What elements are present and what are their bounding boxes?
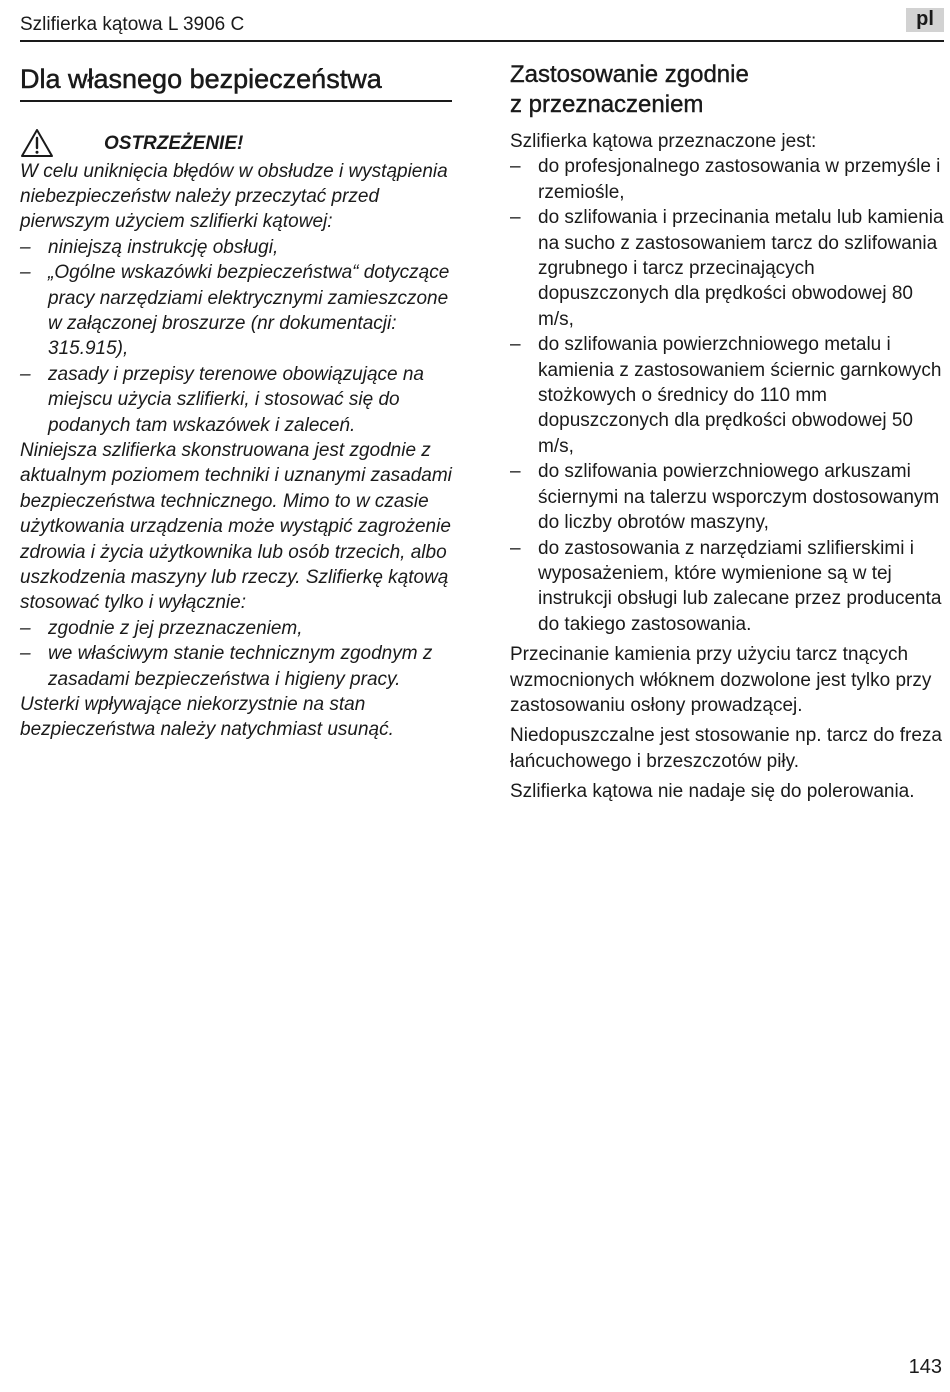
- dash-marker: –: [510, 461, 521, 483]
- intended-use-body: [510, 129, 946, 805]
- dash-marker: –: [20, 262, 31, 284]
- no-polishing-paragraph: Szlifierka kątowa nie nadaje się do polerowania.: [510, 781, 915, 803]
- list-item: – do szlifowania powierzchniowego arkuszami ściernymi na talerzu wsporczym dostosowanym do liczby obrotów maszyny,: [510, 461, 940, 534]
- use-conditions-list: [20, 616, 454, 692]
- heading-divider: [20, 100, 452, 102]
- warning-row: [20, 128, 454, 159]
- construction-paragraph: Niniejsza szlifierka skonstruowana jest zgodnie z aktualnym poziomem techniki i uznanymi zasadami bezpieczeństwa technicznego. Mimo to w czasie użytkowania urządzenia może wystąpić zagrożenie zdrowia i życia użytkownika lub osób trzecich, albo uszkodzenia maszyny lub rzeczy. Szlifierkę kątową stosować tylko i wyłącznie:: [20, 439, 452, 614]
- intended-use-lead: Szlifierka kątowa przeznaczone jest:: [510, 131, 817, 152]
- dash-marker: –: [510, 334, 521, 356]
- intended-use-heading: Zastosowanie zgodnie z przeznaczeniem: [510, 61, 749, 118]
- warning-triangle-icon: [20, 128, 54, 158]
- language-badge: pl: [906, 8, 944, 32]
- list-item: – niniejszą instrukcję obsługi,: [20, 235, 454, 260]
- header-divider: [20, 40, 944, 42]
- dash-marker: –: [510, 537, 521, 559]
- list-item: – do profesjonalnego zastosowania w przemyśle i rzemiośle,: [510, 156, 941, 203]
- read-before-use-list: [20, 235, 454, 438]
- dash-marker: –: [510, 156, 521, 178]
- intended-use-list: [510, 154, 946, 637]
- list-item: – do szlifowania i przecinania metalu lub kamienia na sucho z zastosowaniem tarcz do szlifowania zgrubnego i tarcz przecinających dopuszczonych dla prędkości obwodowej 80 m/s,: [510, 207, 944, 330]
- safety-intro: W celu uniknięcia błędów w obsłudze i wystąpienia niebezpieczeństw należy przeczytać przed pierwszym użyciem szlifierki kątowej:: [20, 160, 448, 233]
- list-item: – do szlifowania powierzchniowego metalu i kamienia z zastosowaniem ściernic garnkowych stożkowych o średnicy do 110 mm dopuszczonych dla prędkości obwodowej 50 m/s,: [510, 334, 942, 457]
- list-item: – we właściwym stanie technicznym zgodnym z zasadami bezpieczeństwa i higieny pracy.: [20, 643, 433, 690]
- intended-use-section: [510, 60, 946, 805]
- dash-marker: –: [510, 207, 521, 229]
- closing-paragraph: Usterki wpływające niekorzystnie na stan bezpieczeństwa należy natychmiast usunąć.: [20, 694, 394, 741]
- dash-marker: –: [20, 236, 31, 258]
- stone-cutting-paragraph: Przecinanie kamienia przy użyciu tarcz tnących wzmocnionych włóknem dozwolone jest tylko przy zastosowaniu osłony prowadzącej.: [510, 644, 932, 716]
- list-item: – zasady i przepisy terenowe obowiązujące na miejscu użycia szlifierki, i stosować się do podanych tam wskazówek i zaleceń.: [20, 363, 424, 436]
- list-item: – zgodnie z jej przeznaczeniem,: [20, 616, 454, 641]
- safety-heading: Dla własnego bezpieczeństwa: [20, 64, 382, 94]
- dash-marker: –: [20, 617, 31, 639]
- warning-label: OSTRZEŻENIE!: [104, 132, 244, 154]
- dash-marker: –: [20, 643, 31, 665]
- prohibited-use-paragraph: Niedopuszczalne jest stosowanie np. tarcz do freza łańcuchowego i brzeszczotów piły.: [510, 725, 942, 772]
- safety-section: [20, 60, 454, 743]
- dash-marker: –: [20, 363, 31, 385]
- list-item: – „Ogólne wskazówki bezpieczeństwa“ dotyczące pracy narzędziami elektrycznymi zamieszczone w załączonej broszurze (nr dokumentacji: 315.915),: [20, 262, 450, 360]
- document-header-title: Szlifierka kątowa L 3906 C: [20, 14, 245, 35]
- page-number: 143: [908, 1356, 942, 1378]
- list-item: – do zastosowania z narzędziami szlifierskimi i wyposażeniem, które wymienione są w tej instrukcji obsługi lub zalecane przez producenta do takiego zastosowania.: [510, 537, 942, 635]
- safety-body: [20, 159, 454, 743]
